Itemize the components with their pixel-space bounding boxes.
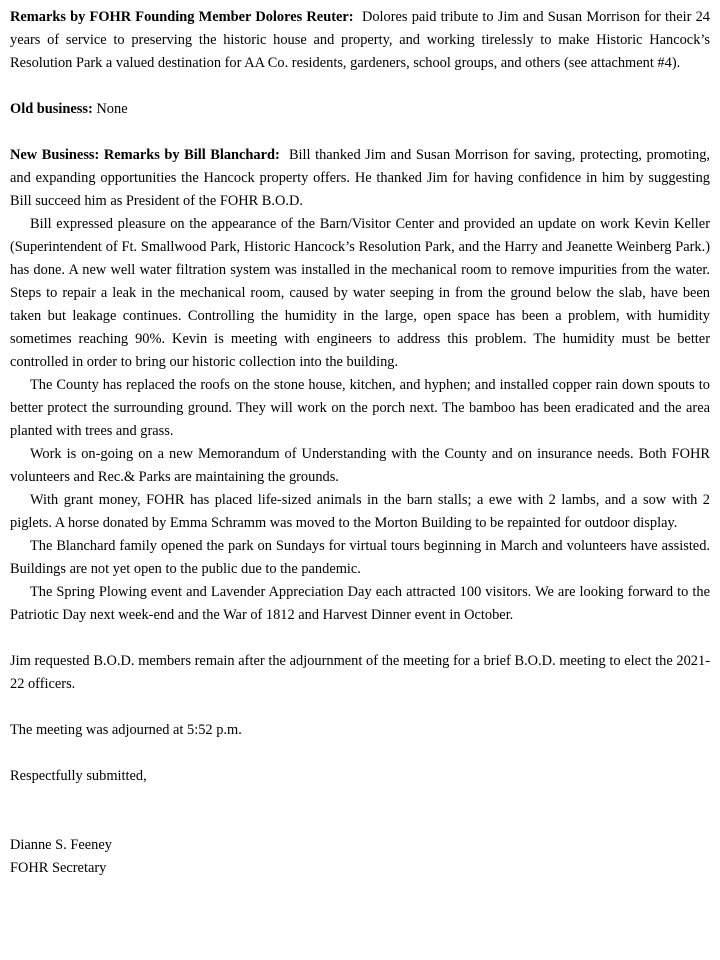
signature-title: FOHR Secretary [10, 860, 107, 876]
remarks-reuter-paragraph [10, 6, 710, 75]
spacer [10, 75, 710, 98]
bod-request-paragraph: Jim requested B.O.D. members remain after the adjournment of the meeting for a brief B.O.D. meeting to elect the 2021-22 officers. [10, 653, 710, 692]
spacer [10, 121, 710, 144]
spacer [10, 627, 710, 650]
signature-name: Dianne S. Feeney [10, 837, 112, 853]
new-business-barn-update: Bill expressed pleasure on the appearance of the Barn/Visitor Center and provided an update on work Kevin Keller (Superintendent of Ft. Smallwood Park, Historic Hancock’s Resolution Park, and the Harry and Jeanette Weinberg Park.) has done. A new well water filtration system was installed in the mechanical room to remove impurities from the water. Steps to repair a leak in the mechanical room, caused by water seeping in from the ground below the slab, have been taken but leakage continues. Controlling the humidity in the large, open space has been a problem, with humidity sometimes reaching 90%. Kevin is meeting with engineers to address this problem. The humidity must be better controlled in order to bring our historic collection into the building. [10, 216, 710, 370]
closing-line: Respectfully submitted, [10, 768, 147, 784]
new-business-grant-animals: With grant money, FOHR has placed life-sized animals in the barn stalls; a ewe with 2 lambs, and a sow with 2 piglets. A horse donated by Emma Schramm was moved to the Morton Building to be repainted for outdoor display. [10, 492, 710, 531]
new-business-virtual-tours: The Blanchard family opened the park on Sundays for virtual tours beginning in March and volunteers have assisted. Buildings are not yet open to the public due to the pandemic. [10, 538, 710, 577]
spacer [10, 742, 710, 765]
new-business-text: Bill thanked Jim and Susan Morrison for saving, protecting, promoting, and expanding opportunities the Hancock property offers. He thanked Jim for having confidence in him by suggesting Bill succeed him as President of the FOHR B.O.D. [10, 147, 710, 209]
old-business-paragraph [10, 98, 710, 121]
old-business-text: None [96, 101, 128, 117]
new-business-memorandum: Work is on-going on a new Memorandum of Understanding with the County and on insurance needs. Both FOHR volunteers and Rec.& Parks are maintaining the grounds. [10, 446, 710, 485]
remarks-reuter-heading: Remarks by FOHR Founding Member Dolores Reuter: [10, 9, 354, 25]
spacer [10, 696, 710, 719]
old-business-heading: Old business: [10, 101, 93, 117]
signature-spacer [10, 788, 710, 834]
new-business-county-roofs: The County has replaced the roofs on the stone house, kitchen, and hyphen; and installed copper rain down spouts to better protect the surrounding ground. They will work on the porch next. The bamboo has been eradicated and the area planted with trees and grass. [10, 377, 710, 439]
remarks-reuter-text: Dolores paid tribute to Jim and Susan Morrison for their 24 years of service to preserving the historic house and property, and working tirelessly to make Historic Hancock’s Resolution Park a valued destination for AA Co. residents, gardeners, school groups, and others (see attachment #4). [10, 9, 710, 71]
adjourned-paragraph: The meeting was adjourned at 5:52 p.m. [10, 722, 242, 738]
new-business-events: The Spring Plowing event and Lavender Appreciation Day each attracted 100 visitors. We are looking forward to the Patriotic Day next week-end and the War of 1812 and Harvest Dinner event in October. [10, 584, 710, 623]
new-business-heading: New Business: Remarks by Bill Blanchard: [10, 147, 280, 163]
new-business-paragraph [10, 144, 710, 213]
